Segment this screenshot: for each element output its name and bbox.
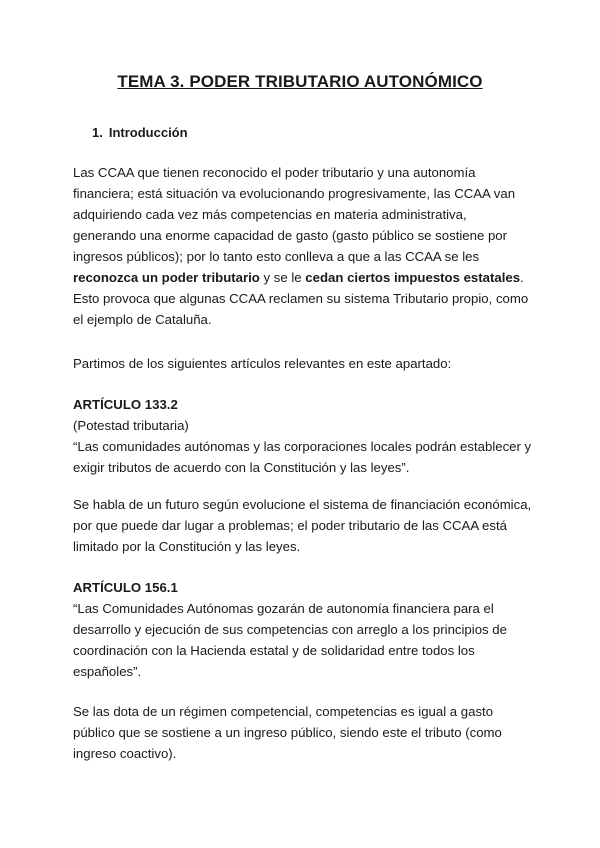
article-133-quote-line: “Las comunidades autónomas y las corporaciones locales podrán establecer y — [73, 439, 532, 454]
article-156-quote-line: desarrollo y ejecución de sus competencias con arreglo a los principios de — [73, 622, 507, 637]
bold-text-impuestos: cedan ciertos impuestos estatales — [305, 270, 521, 285]
intro-line: Esto provoca que algunas CCAA reclamen su sistema Tributario propio, como — [73, 291, 529, 306]
article-156-title: ARTÍCULO 156.1 — [73, 580, 178, 595]
intro-text: y se le — [259, 270, 306, 285]
article-156-block — [73, 577, 533, 682]
intro-text: . — [520, 270, 524, 285]
comment-156-line: público que se sostiene a un ingreso público, siendo este el tributo (como — [73, 725, 502, 740]
intro-line: Las CCAA que tienen reconocido el poder tributario y una autonomía — [73, 165, 476, 180]
comment-133-line: por que puede dar lugar a problemas; el poder tributario de las CCAA está — [73, 518, 507, 533]
article-156-quote-line: “Las Comunidades Autónomas gozarán de autonomía financiera para el — [73, 601, 494, 616]
comment-156-paragraph — [73, 701, 533, 764]
bold-text-poder: reconozca un poder tributario — [73, 270, 260, 285]
comment-156-line: ingreso coactivo). — [73, 746, 177, 761]
comment-133-paragraph — [73, 494, 533, 557]
comment-133-line: Se habla de un futuro según evolucione el sistema de financiación económica, — [73, 497, 532, 512]
article-156-quote-line: coordinación con la Hacienda estatal y de solidaridad entre todos los — [73, 643, 475, 658]
article-133-subtitle: (Potestad tributaria) — [73, 418, 189, 433]
article-133-quote-line: exigir tributos de acuerdo con la Constitución y las leyes”. — [73, 460, 410, 475]
partimos-line: Partimos de los siguientes artículos relevantes en este apartado: — [73, 356, 452, 371]
intro-line: generando una enorme capacidad de gasto (gasto público se sostiene por — [73, 228, 508, 243]
article-133-title: ARTÍCULO 133.2 — [73, 397, 178, 412]
page-title: TEMA 3. PODER TRIBUTARIO AUTONÓMICO — [117, 72, 483, 91]
intro-line: el ejemplo de Cataluña. — [73, 312, 212, 327]
intro-paragraph — [73, 162, 533, 330]
section-number: 1. — [92, 125, 103, 140]
intro-line: financiera; está situación va evolucionando progresivamente, las CCAA van — [73, 186, 516, 201]
intro-line: ingresos públicos); por lo tanto esto conlleva a que a las CCAA se les — [73, 249, 480, 264]
article-133-block — [73, 394, 533, 478]
section-label: Introducción — [108, 125, 188, 140]
partimos-paragraph — [73, 353, 533, 374]
intro-line: adquiriendo cada vez más competencias en materia administrativa, — [73, 207, 467, 222]
comment-133-line: limitado por la Constitución y las leyes. — [73, 539, 301, 554]
intro-line-emphasis — [73, 267, 533, 288]
comment-156-line: Se las dota de un régimen competencial, competencias es igual a gasto — [73, 704, 494, 719]
article-156-quote-line: españoles”. — [73, 664, 142, 679]
section-heading — [92, 125, 188, 140]
